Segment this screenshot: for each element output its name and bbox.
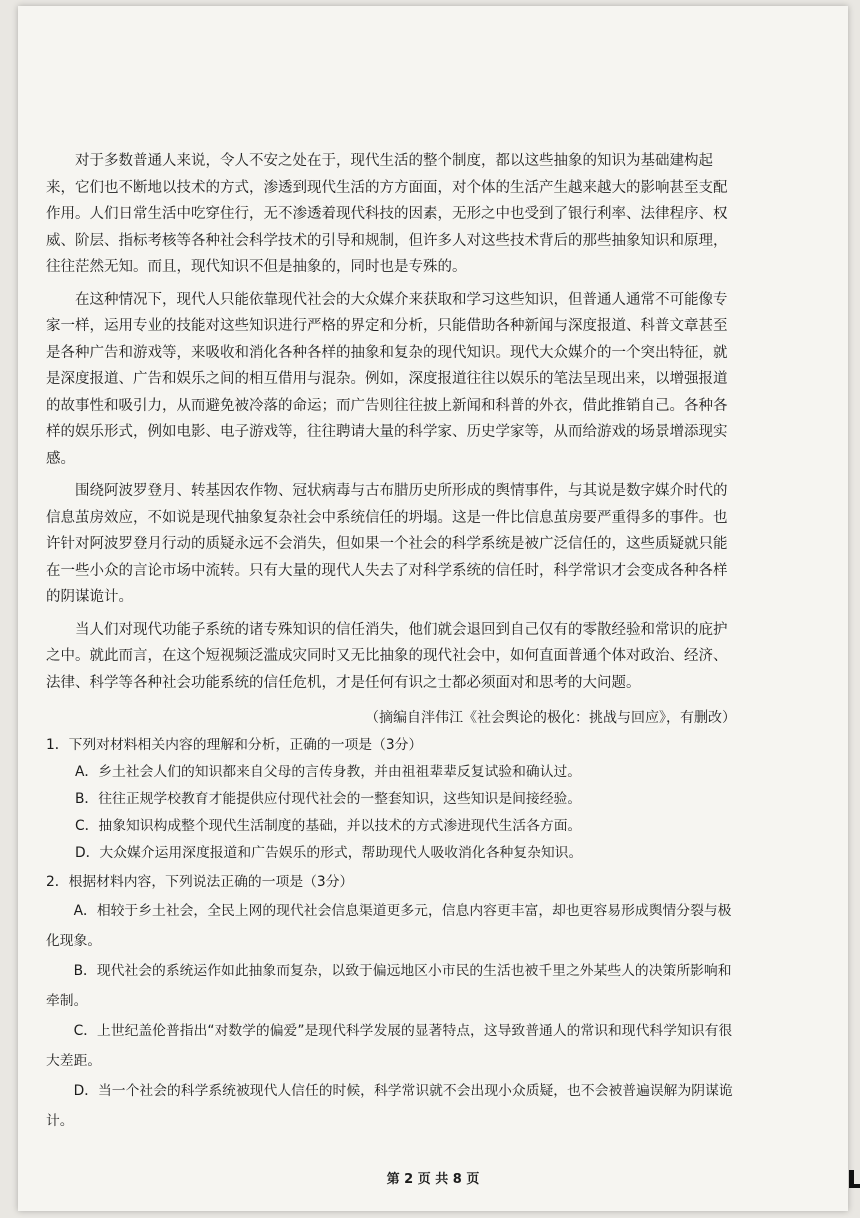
option-b: B．往往正规学校教育才能提供应付现代社会的一整套知识，这些知识是间接经验。 xyxy=(74,791,582,807)
option-d: D．当一个社会的科学系统被现代人信任的时候，科学常识就不会出现小众质疑，也不会被普遍误解为阴谋诡计。 xyxy=(46,1083,733,1129)
page-content xyxy=(46,148,736,1136)
option-c: C．抽象知识构成整个现代生活制度的基础，并以技术的方式渗进现代生活各方面。 xyxy=(74,818,582,834)
passage-paragraph-2: 在这种情况下，现代人只能依靠现代社会的大众媒介来获取和学习这些知识，但普通人通常不可能像专家一样，运用专业的技能对这些知识进行严格的界定和分析，只能借助各种新闻与深度报道、科普文章甚至是各种广告和游戏等，来吸收和消化各种各样的抽象和复杂的现代知识。现代大众媒介的一个突出特征，就是深度报道、广告和娱乐之间的相互借用与混杂。例如，深度报道往往以娱乐的笔法呈现出来，以增强报道的故事性和吸引力，从而避免被冷落的命运；而广告则往往披上新闻和科普的外衣，借此推销自己。各种各样的娱乐形式，例如电影、电子游戏等，往往聘请大量的科学家、历史学家等，从而给游戏的场景增添现实感。 xyxy=(46,291,728,467)
passage-paragraph-3: 围绕阿波罗登月、转基因农作物、冠状病毒与古布腊历史所形成的舆情事件，与其说是数字媒介时代的信息茧房效应，不如说是现代抽象复杂社会中系统信任的坍塌。这是一件比信息茧房要严重得多的事件。也许针对阿波罗登月行动的质疑永远不会消失，但如果一个社会的科学系统是被广泛信任的，这些质疑就只能在一些小众的言论市场中流转。只有大量的现代人失去了对科学系统的信任时，科学常识才会变成各种各样的阴谋诡计。 xyxy=(46,483,728,605)
option-b: B．现代社会的系统运作如此抽象而复杂，以致于偏远地区小市民的生活也被千里之外某些人的决策所影响和牵制。 xyxy=(46,963,732,1009)
passage-paragraph-1: 对于多数普通人来说，令人不安之处在于，现代生活的整个制度，都以这些抽象的知识为基础建构起来，它们也不断地以技术的方式，渗透到现代生活的方方面面，对个体的生活产生越来越大的影响甚至支配作用。人们日常生活中吃穿住行，无不渗透着现代科技的因素，无形之中也受到了银行利率、法律程序、权威、阶层、指标考核等各种社会科学技术的引导和规制，但许多人对这些技术背后的那些抽象知识和原理，往往茫然无知。而且，现代知识不但是抽象的，同时也是专殊的。 xyxy=(46,153,728,275)
option-a: A．乡土社会人们的知识都来自父母的言传身教，并由祖祖辈辈反复试验和确认过。 xyxy=(74,764,582,780)
question-stem: 2．根据材料内容，下列说法正确的一项是（3分） xyxy=(46,874,354,890)
passage-paragraph-4: 当人们对现代功能子系统的诸专殊知识的信任消失，他们就会退回到自己仅有的零散经验和常识的庇护之中。就此而言，在这个短视频泛滥成灾同时又无比抽象的现代社会中，如何直面普通个体对政治、经济、法律、科学等各种社会功能系统的信任危机，才是任何有识之士都必须面对和思考的大问题。 xyxy=(46,621,728,691)
page-number: 第 2 页 共 8 页 xyxy=(386,1172,480,1187)
question-stem: 1．下列对材料相关内容的理解和分析，正确的一项是（3分） xyxy=(46,737,423,753)
question-1 xyxy=(46,732,736,867)
question-2 xyxy=(46,869,736,1136)
exam-page xyxy=(18,6,848,1211)
corner-mark xyxy=(849,1170,854,1188)
option-d: D．大众媒介运用深度报道和广告娱乐的形式，帮助现代人吸收消化各种复杂知识。 xyxy=(74,845,583,861)
passage-source: （摘编自泮伟江《社会舆论的极化：挑战与回应》，有删改） xyxy=(365,710,736,726)
option-a: A．相较于乡土社会，全民上网的现代社会信息渠道更多元，信息内容更丰富，却也更容易形成舆情分裂与极化现象。 xyxy=(46,903,732,949)
option-c: C．上世纪盖伦普指出“对数学的偏爱”是现代科学发展的显著特点，这导致普通人的常识和现代科学知识有很大差距。 xyxy=(46,1023,733,1069)
